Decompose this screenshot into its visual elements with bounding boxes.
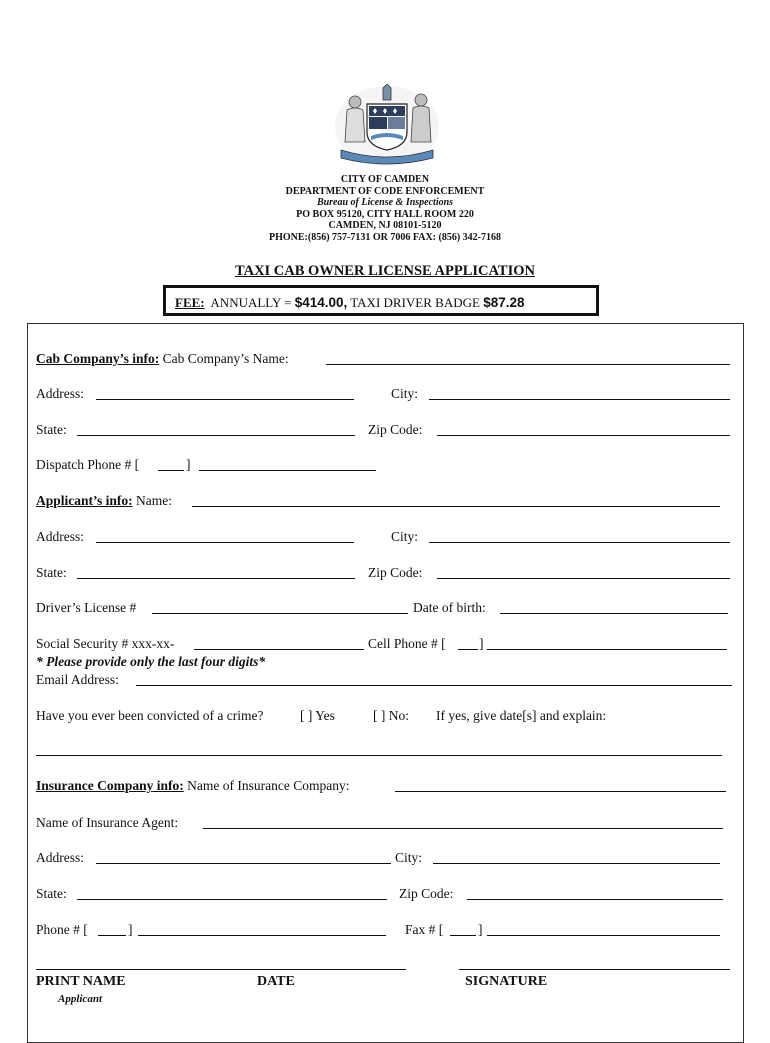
fee-box	[163, 285, 599, 316]
fee-badge-text: TAXI DRIVER BADGE	[350, 295, 480, 310]
insurance-city-field[interactable]	[433, 863, 720, 864]
ssn-last-four-field[interactable]	[194, 649, 364, 650]
cab-company-section-label: Cab Company’s info:	[36, 351, 160, 366]
crime-yes-checkbox[interactable]: [ ] Yes	[300, 708, 335, 723]
cab-company-name-row	[36, 351, 289, 367]
city-name: CITY OF CAMDEN	[340, 174, 430, 185]
dob-field[interactable]	[500, 613, 728, 614]
ssn-label: Social Security # xxx-xx-	[36, 636, 175, 651]
crime-question: Have you ever been convicted of a crime?	[36, 708, 264, 723]
dob-label: Date of birth:	[413, 600, 486, 615]
insurance-fax-field[interactable]	[487, 935, 720, 936]
insurance-company-row	[36, 778, 349, 794]
dispatch-phone-label: Dispatch Phone # [	[36, 457, 140, 472]
insurance-agent-label: Name of Insurance Agent:	[36, 815, 179, 830]
applicant-state-field[interactable]	[77, 578, 355, 579]
department-name: DEPARTMENT OF CODE ENFORCEMENT	[285, 185, 485, 197]
cab-state-field[interactable]	[77, 435, 355, 436]
cab-company-name-field[interactable]	[326, 364, 730, 365]
signature-label: SIGNATURE	[465, 974, 548, 989]
applicant-city-label: City:	[391, 529, 419, 544]
applicant-name-field[interactable]	[192, 506, 720, 507]
applicant-section-label: Applicant’s info:	[36, 493, 133, 508]
ssn-note: * Please provide only the last four digits*	[36, 654, 266, 669]
applicant-address-label: Address:	[36, 529, 84, 544]
insurance-fax-area-field[interactable]	[450, 935, 476, 936]
cab-city-label: City:	[391, 386, 419, 401]
insurance-state-label: State:	[36, 886, 67, 901]
insurance-state-field[interactable]	[77, 899, 387, 900]
cab-zip-field[interactable]	[437, 435, 730, 436]
insurance-city-label: City:	[395, 850, 423, 865]
applicant-name-row	[36, 493, 172, 509]
mailing-address: PO BOX 95120, CITY HALL ROOM 220	[296, 208, 474, 220]
applicant-zip-label: Zip Code:	[368, 565, 423, 580]
cab-state-label: State:	[36, 422, 67, 437]
cell-phone-bracket: ]	[479, 636, 484, 651]
insurance-phone-area-field[interactable]	[98, 935, 126, 936]
city-state-zip: CAMDEN, NJ 08101-5120	[328, 220, 442, 232]
crime-explain-label: If yes, give date[s] and explain:	[436, 708, 607, 723]
dispatch-area-code-field[interactable]	[158, 470, 184, 471]
date-label: DATE	[257, 974, 295, 989]
dispatch-phone-bracket: ]	[186, 457, 191, 472]
applicant-name-label: Name:	[136, 493, 173, 508]
insurance-section-label: Insurance Company info:	[36, 778, 184, 793]
insurance-phone-label: Phone # [	[36, 922, 88, 937]
print-name-date-line[interactable]	[36, 969, 406, 970]
dispatch-phone-field[interactable]	[199, 470, 376, 471]
fee-annual-amount: $414.00,	[294, 295, 348, 310]
cell-area-code-field[interactable]	[458, 649, 478, 650]
bureau-name: Bureau of License & Inspections	[316, 197, 454, 209]
cab-address-label: Address:	[36, 386, 84, 401]
applicant-zip-field[interactable]	[437, 578, 730, 579]
form-title: TAXI CAB OWNER LICENSE APPLICATION	[235, 263, 535, 279]
cab-zip-label: Zip Code:	[368, 422, 423, 437]
fee-badge-amount: $87.28	[483, 295, 525, 310]
cab-city-field[interactable]	[429, 399, 730, 400]
city-seal-logo	[333, 84, 441, 168]
insurance-fax-bracket: ]	[478, 922, 483, 937]
insurance-company-field[interactable]	[395, 791, 726, 792]
insurance-fax-label: Fax # [	[405, 922, 444, 937]
fee-annual-text: ANNUALLY =	[210, 295, 292, 310]
insurance-company-label: Name of Insurance Company:	[187, 778, 350, 793]
crime-no-checkbox[interactable]: [ ] No:	[373, 708, 409, 723]
crime-explanation-field[interactable]	[36, 755, 722, 756]
insurance-agent-field[interactable]	[203, 828, 723, 829]
signature-line[interactable]	[459, 969, 730, 970]
phone-fax: PHONE:(856) 757-7131 OR 7006 FAX: (856) 342-7168	[268, 231, 501, 243]
drivers-license-label: Driver’s License #	[36, 600, 137, 615]
cell-phone-label: Cell Phone # [	[368, 636, 446, 651]
email-label: Email Address:	[36, 672, 119, 687]
print-name-label: PRINT NAME	[36, 974, 126, 989]
insurance-address-label: Address:	[36, 850, 84, 865]
insurance-phone-bracket: ]	[128, 922, 133, 937]
fee-label: FEE:	[175, 295, 205, 310]
cab-address-field[interactable]	[96, 399, 354, 400]
applicant-city-field[interactable]	[429, 542, 730, 543]
cab-company-name-label: Cab Company’s Name:	[162, 351, 289, 366]
applicant-state-label: State:	[36, 565, 67, 580]
email-field[interactable]	[136, 685, 732, 686]
drivers-license-field[interactable]	[152, 613, 408, 614]
insurance-zip-field[interactable]	[467, 899, 723, 900]
agency-header	[230, 174, 540, 244]
insurance-address-field[interactable]	[96, 863, 391, 864]
applicant-caption: Applicant	[58, 993, 103, 1005]
cell-phone-field[interactable]	[487, 649, 727, 650]
applicant-address-field[interactable]	[96, 542, 354, 543]
insurance-zip-label: Zip Code:	[399, 886, 454, 901]
insurance-phone-field[interactable]	[138, 935, 386, 936]
